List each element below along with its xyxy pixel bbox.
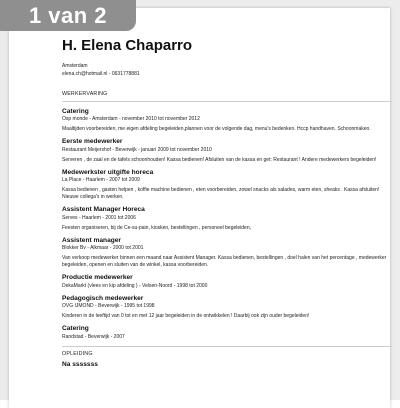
- job-entry: [62, 108, 392, 134]
- job-title: Medewerkster uitgifte horeca: [62, 168, 154, 176]
- contact-email-phone: elena.ch@hotmail.nl - 0631778881: [62, 70, 140, 77]
- job-description: Maaltijden voorbereiden, me eigen afdeling begeleiden,plannen voor de volgende dag, menu's bedenken. Hccp handhaven. Schoonmaken.: [62, 126, 371, 132]
- job-description: Feesten organiseren, bij de Ce-su-pain, kiosken, bestellingen , personeel begeleiden,: [62, 224, 252, 231]
- cv-page: [9, 8, 390, 408]
- section-title-education: OPLEIDING: [62, 346, 392, 357]
- job-title: Pedagogisch medewerker: [62, 294, 144, 302]
- job-title: Productie medewerker: [62, 274, 133, 281]
- section-title-work: WERKERVARING: [62, 91, 108, 97]
- job-entry: [62, 295, 392, 321]
- job-description: Van verkoop medewerker binnen een maand naar Assistent Manager. Kassa bedienen, bestellingen , doel halen van het percentage , medewerker begeleiden, openen en sluiten van de winkel, kassa voorbereiden.: [62, 255, 387, 268]
- job-meta: Serves - Haarlem - 2001 tot 2006: [62, 214, 136, 221]
- job-entry: [62, 138, 392, 164]
- job-title: Assistent Manager Horeca: [62, 206, 145, 213]
- job-meta: DekaMarkt (vlees en kip afdeling ) - Velsen-Noord - 1998 tot 2000: [62, 282, 208, 289]
- job-title: Catering: [62, 107, 89, 115]
- cv-name: H. Elena Chaparro: [62, 37, 193, 54]
- job-title: Catering: [62, 325, 89, 332]
- job-meta: La Place - Haarlem - 2007 tot 2009: [62, 177, 140, 183]
- job-title: Eerste medewerker: [62, 138, 123, 145]
- contact-block: [62, 63, 392, 78]
- job-description: Serveren , de zaal en de tafels schoonhouden! Kassa bedienen! Afsluiten van de kassa en get: Restaurant ! Andere medewerkers begeleiden!: [62, 156, 377, 163]
- job-meta: OVG IJMOND - Beverwijk - 1995 tot 1998: [62, 303, 155, 309]
- job-entry: [62, 206, 392, 232]
- job-meta: Restaurant Meijershof - Beverwijk - januari 2009 tot november 2010: [62, 146, 212, 153]
- cv-content: [62, 36, 392, 369]
- job-entry: [62, 325, 392, 341]
- job-title: Assistent manager: [62, 236, 121, 244]
- job-entry: [62, 274, 392, 290]
- job-meta: Randstad - Beverwijk - 2007: [62, 333, 125, 340]
- contact-city: Amsterdam: [62, 63, 88, 69]
- job-description: Kinderen in de leeftijd van 0 tot en met 12 jaar begeleiden in de ontwikkelen ! Daarbij ook zijn ouder begeleiden!: [62, 313, 310, 319]
- job-entry: [62, 169, 392, 202]
- job-meta: Blokker Bv - Alkmaar - 2000 tot 2001: [62, 245, 144, 251]
- job-list: [62, 108, 392, 341]
- page-indicator-badge: 1 van 2: [0, 0, 136, 31]
- job-description: Kassa bedienen , gasten helpen , koffie machine bedienen , eten voorbereiden, zowel snacks als salades, warm eten, sheaks . Kassa afsluiten! Nieuwe collega's in werken.: [62, 187, 380, 200]
- section-divider: [62, 101, 392, 102]
- job-entry: [62, 237, 392, 270]
- job-meta: Osp monde - Amsterdam - november 2010 tot november 2012: [62, 116, 200, 122]
- education-entry-title: Na sssssss: [62, 360, 98, 368]
